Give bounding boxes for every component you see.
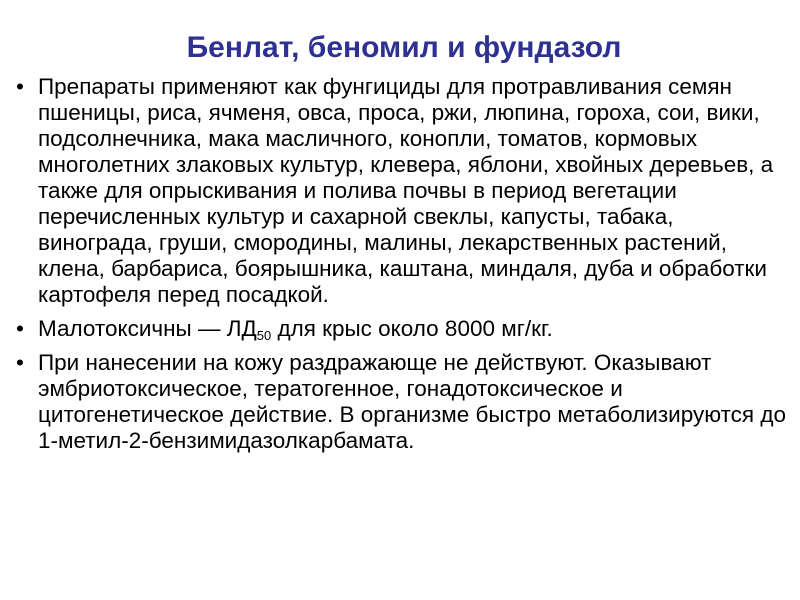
bullet-marker: • xyxy=(16,74,24,99)
bullet-item-effects xyxy=(16,350,792,454)
bullet-item-toxicity xyxy=(16,316,792,342)
bullet-text-usage: Препараты применяют как фунгициды для протравливания семян пшеницы, риса, ячменя, овса, проса, ржи, люпина, гороха, сои, вики, подсолнечника, мака масличного, конопли, томатов, кормовых многолетних злаковых культур, клевера, яблони, хвойных деревьев, а также для опрыскивания и полива почвы в период вегетации перечисленных культур и сахарной свеклы, капусты, табака, винограда, груши, смородины, малины, лекарственных растений, клена, барбариса, боярышника, каштана, миндаля, дуба и обработки картофеля перед посадкой. xyxy=(38,74,774,307)
bullet-marker: • xyxy=(16,316,24,341)
bullet-marker: • xyxy=(16,350,24,375)
bullet-text-toxicity xyxy=(38,316,553,341)
bullet-item-usage xyxy=(16,74,792,308)
bullet-text-effects: При нанесении на кожу раздражающе не действуют. Оказывают эмбриотоксическое, тератогенное, гонадотоксическое и цитогенетическое действие. В организме быстро метаболизируются до 1-метил-2-бензимидазолкарбамата. xyxy=(38,350,786,453)
toxicity-text-before: Малотоксичны — ЛД xyxy=(38,316,257,341)
slide-title: Бенлат, беномил и фундазол xyxy=(186,31,622,64)
ld-subscript: 50 xyxy=(256,328,272,343)
bullet-list xyxy=(16,74,792,454)
toxicity-text-after: для крыс около 8000 мг/кг. xyxy=(271,316,553,341)
